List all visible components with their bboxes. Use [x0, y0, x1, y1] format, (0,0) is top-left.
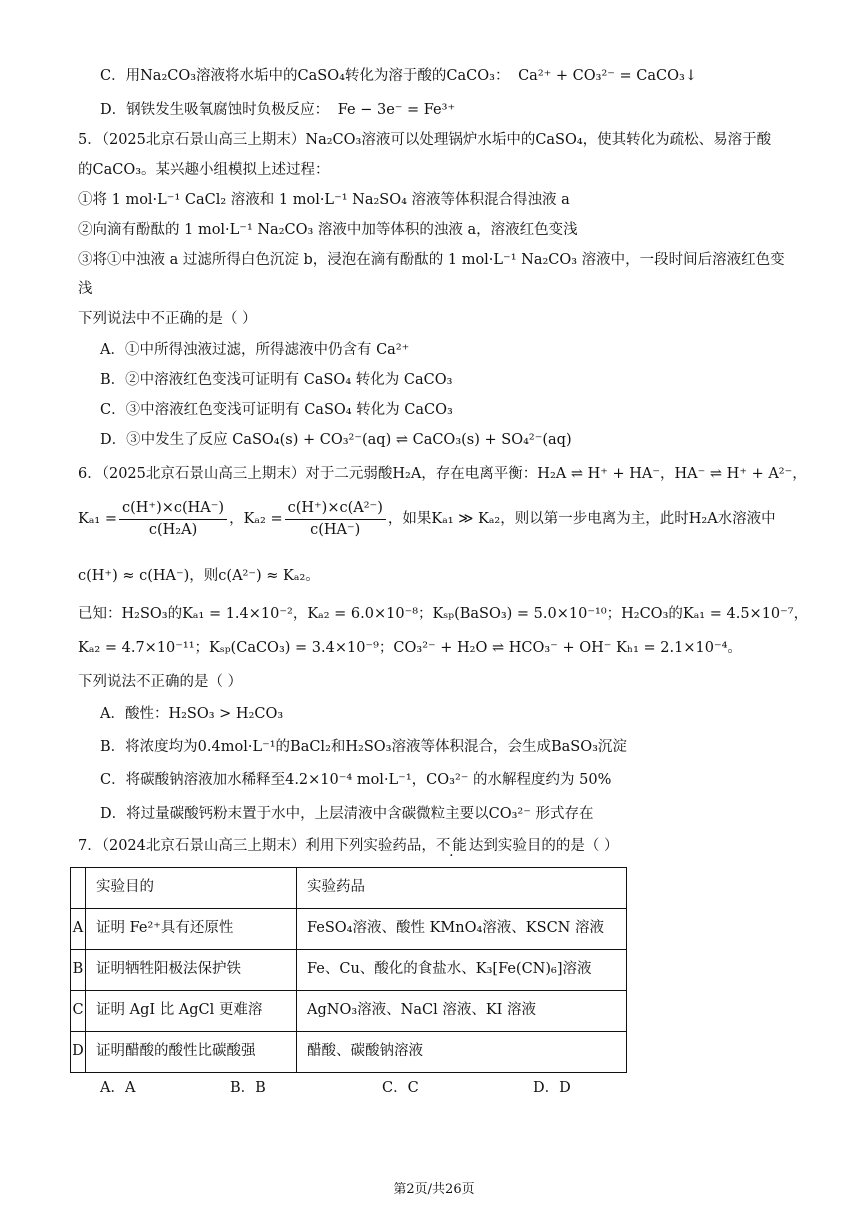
q6-option-c: C．将碳酸钠溶液加水稀释至4.2×10⁻⁴ mol·L⁻¹，CO₃²⁻ 的水解程度约为 50% — [100, 772, 612, 788]
q6-ka2-fraction — [285, 500, 386, 540]
q6-ka2-lhs: ，Kₐ₂ = — [229, 511, 283, 528]
q6-ka2-denominator: c(HA⁻) — [310, 522, 361, 539]
table-cell-key: B — [71, 950, 86, 991]
q6-condition: ，如果Kₐ₁ ≫ Kₐ₂，则以第一步电离为主，此时H₂A水溶液中 — [387, 511, 776, 528]
table-cell-purpose: 证明牺牲阳极法保护铁 — [86, 950, 297, 991]
q6-approximation: c(H⁺) ≈ c(HA⁻)，则c(A²⁻) ≈ Kₐ₂。 — [78, 568, 320, 584]
q5-stem-line2: 的CaCO₃。某兴趣小组模拟上述过程： — [78, 162, 330, 178]
table-cell-reagents: FeSO₄溶液、酸性 KMnO₄溶液、KSCN 溶液 — [297, 909, 627, 950]
q6-option-a: A．酸性：H₂SO₃ > H₂CO₃ — [100, 706, 284, 722]
table-cell-reagents: Fe、Cu、酸化的食盐水、K₃[Fe(CN)₆]溶液 — [297, 950, 627, 991]
q6-ka1-lhs: Kₐ₁ = — [78, 511, 117, 528]
q4-option-d-text: 钢铁发生吸氧腐蚀时负极反应： — [126, 102, 330, 118]
q6-question: 下列说法不正确的是（ ） — [78, 674, 243, 690]
q5-step3-line1: ③将①中浊液 a 过滤所得白色沉淀 b，浸泡在滴有酚酞的 1 mol·L⁻¹ Na₂CO₃ 溶液中，一段时间后溶液红色变 — [78, 252, 785, 268]
q6-ka-definitions — [78, 500, 776, 540]
q4-option-d-equation: Fe − 3e⁻ = Fe³⁺ — [337, 102, 456, 118]
q6-known-line2: Kₐ₂ = 4.7×10⁻¹¹；Kₛₚ(CaCO₃) = 3.4×10⁻⁹；CO₃²⁻ + H₂O ⇌ HCO₃⁻ + OH⁻ Kₕ₁ = 2.1×10⁻⁴。 — [78, 640, 742, 656]
table-row — [71, 991, 627, 1032]
q6-known-line1: 已知：H₂SO₃的Kₐ₁ = 1.4×10⁻²，Kₐ₂ = 6.0×10⁻⁸；Kₛₚ(BaSO₃) = 5.0×10⁻¹⁰；H₂CO₃的Kₐ₁ = 4.5×10⁻⁷， — [78, 606, 809, 622]
q4-option-c-equation: Ca²⁺ + CO₃²⁻ = CaCO₃↓ — [518, 68, 697, 84]
q4-option-c-text: 用Na₂CO₃溶液将水垢中的CaSO₄转化为溶于酸的CaCO₃： — [125, 68, 510, 84]
q7-choice-d: D．D — [533, 1080, 571, 1096]
table-cell-key: A — [71, 909, 86, 950]
table-cell-purpose: 证明 AgI 比 AgCl 更难溶 — [86, 991, 297, 1032]
q7-stem-suffix: 达到实验目的的是（ ） — [468, 838, 619, 854]
table-cell-key: D — [71, 1032, 86, 1073]
q6-option-b: B．将浓度均为0.4mol·L⁻¹的BaCl₂和H₂SO₃溶液等体积混合，会生成BaSO₃沉淀 — [100, 739, 627, 755]
table-cell-key: C — [71, 991, 86, 1032]
q6-ka1-fraction — [119, 500, 227, 540]
q7-choice-c: C．C — [382, 1080, 419, 1096]
table-row — [71, 950, 627, 991]
q5-option-a: A．①中所得浊液过滤，所得滤液中仍含有 Ca²⁺ — [100, 342, 410, 358]
table-cell-purpose: 证明醋酸的酸性比碳酸强 — [86, 1032, 297, 1073]
table-row — [71, 909, 627, 950]
table-header-cell: 实验目的 — [86, 868, 297, 909]
q5-step2: ②向滴有酚酞的 1 mol·L⁻¹ Na₂CO₃ 溶液中加等体积的浊液 a，溶液红色变浅 — [78, 222, 578, 238]
table-cell-reagents: 醋酸、碳酸钠溶液 — [297, 1032, 627, 1073]
q5-question: 下列说法中不正确的是（ ） — [78, 311, 257, 327]
q5-option-d: D．③中发生了反应 CaSO₄(s) + CO₃²⁻(aq) ⇌ CaCO₃(s) + SO₄²⁻(aq) — [100, 432, 572, 448]
q4-option-d-label: D． — [100, 102, 127, 118]
q4-option-d — [100, 102, 455, 119]
q4-option-c-label: C． — [100, 68, 126, 84]
q5-option-c: C．③中溶液红色变浅可证明有 CaSO₄ 转化为 CaCO₃ — [100, 402, 453, 418]
table-cell-reagents: AgNO₃溶液、NaCl 溶液、KI 溶液 — [297, 991, 627, 1032]
table-row — [71, 1032, 627, 1073]
table-cell-purpose: 证明 Fe²⁺具有还原性 — [86, 909, 297, 950]
q6-ka1-numerator: c(H⁺)×c(HA⁻) — [119, 500, 227, 520]
q7-choice-a: A．A — [100, 1080, 136, 1096]
q5-stem-line1: 5．（2025北京石景山高三上期末）Na₂CO₃溶液可以处理锅炉水垢中的CaSO₄，使其转化为疏松、易溶于酸 — [78, 132, 772, 148]
q7-choice-b: B．B — [230, 1080, 266, 1096]
q4-option-c — [100, 68, 697, 85]
q5-step3-line2: 浅 — [78, 281, 93, 297]
q7-stem-emphasis: 不能 — [435, 838, 469, 854]
q5-option-b: B．②中溶液红色变浅可证明有 CaSO₄ 转化为 CaCO₃ — [100, 372, 453, 388]
q7-stem — [78, 838, 618, 855]
q6-ka1-denominator: c(H₂A) — [148, 522, 198, 539]
table-header-cell: 实验药品 — [297, 868, 627, 909]
q6-ka2-numerator: c(H⁺)×c(A²⁻) — [285, 500, 386, 520]
page-footer: 第2页/共26页 — [393, 1182, 475, 1197]
q6-option-d: D．将过量碳酸钙粉末置于水中，上层清液中含碳微粒主要以CO₃²⁻ 形式存在 — [100, 806, 594, 822]
q7-stem-prefix: 7．（2024北京石景山高三上期末）利用下列实验药品， — [78, 838, 436, 854]
q5-step1: ①将 1 mol·L⁻¹ CaCl₂ 溶液和 1 mol·L⁻¹ Na₂SO₄ 溶液等体积混合得浊液 a — [78, 192, 570, 208]
q7-table — [70, 867, 627, 1073]
table-header-row — [71, 868, 627, 909]
table-header-cell — [71, 868, 86, 909]
q6-stem-line1: 6．（2025北京石景山高三上期末）对于二元弱酸H₂A，存在电离平衡：H₂A ⇌ H⁺ + HA⁻，HA⁻ ⇌ H⁺ + A²⁻， — [78, 466, 807, 482]
